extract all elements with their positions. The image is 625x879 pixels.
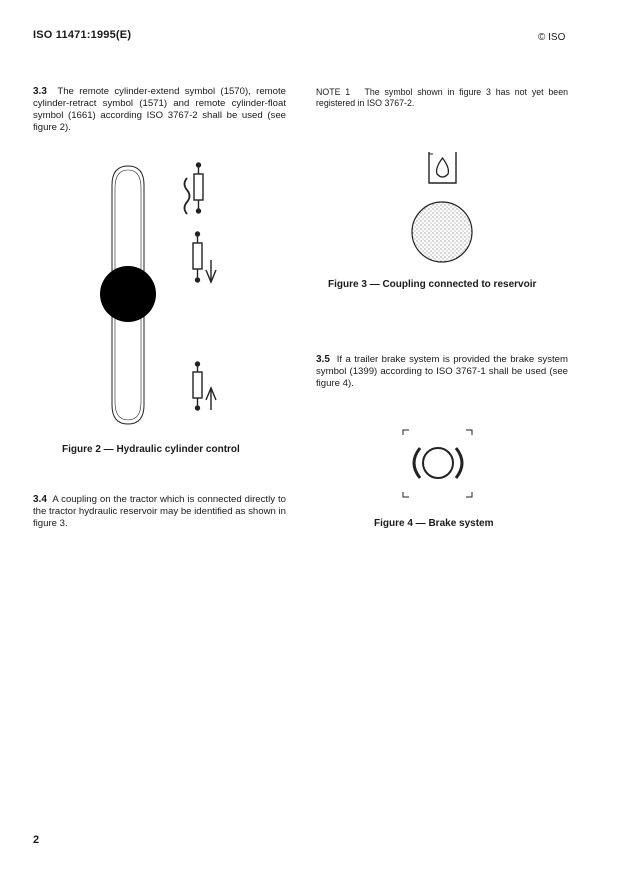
copyright-mark: © ISO (538, 32, 566, 43)
section-text: The remote cylinder-extend symbol (1570), remote cylinder-retract symbol (1571) and remote cylinder-float symbol (1661) according ISO 3767-2 shall be used (see figure 2). (33, 86, 286, 133)
section-number: 3.3 (33, 86, 47, 97)
coupling-face-icon (412, 202, 472, 262)
figure-3-caption: Figure 3 — Coupling connected to reservoir (328, 279, 537, 290)
cylinder-retract-icon (193, 232, 216, 282)
note-label: NOTE 1 (316, 87, 351, 97)
section-3-3 (33, 86, 286, 134)
note-1 (316, 87, 568, 109)
figure-4-caption: Figure 4 — Brake system (374, 518, 494, 529)
figure-2-caption: Figure 2 — Hydraulic cylinder control (62, 444, 240, 455)
cylinder-extend-icon (193, 362, 216, 410)
brake-system-icon (403, 430, 472, 497)
section-text: If a trailer brake system is provided the brake system symbol (1399) according to ISO 3767-1 shall be used (see figure 4). (316, 354, 568, 389)
section-3-5 (316, 354, 568, 390)
page-number: 2 (33, 834, 40, 846)
standard-id: ISO 11471:1995(E) (33, 29, 132, 41)
lever-knob (100, 266, 156, 322)
cylinder-float-icon (185, 163, 204, 214)
lever-slot (112, 166, 144, 424)
reservoir-icon (429, 152, 456, 183)
section-3-4 (33, 494, 286, 530)
note-text: The symbol shown in figure 3 has not yet been registered in ISO 3767-2. (316, 87, 568, 108)
section-text: A coupling on the tractor which is connected directly to the tractor hydraulic reservoir may be identified as shown in figure 3. (33, 494, 286, 529)
section-number: 3.4 (33, 494, 47, 505)
section-number: 3.5 (316, 354, 330, 365)
